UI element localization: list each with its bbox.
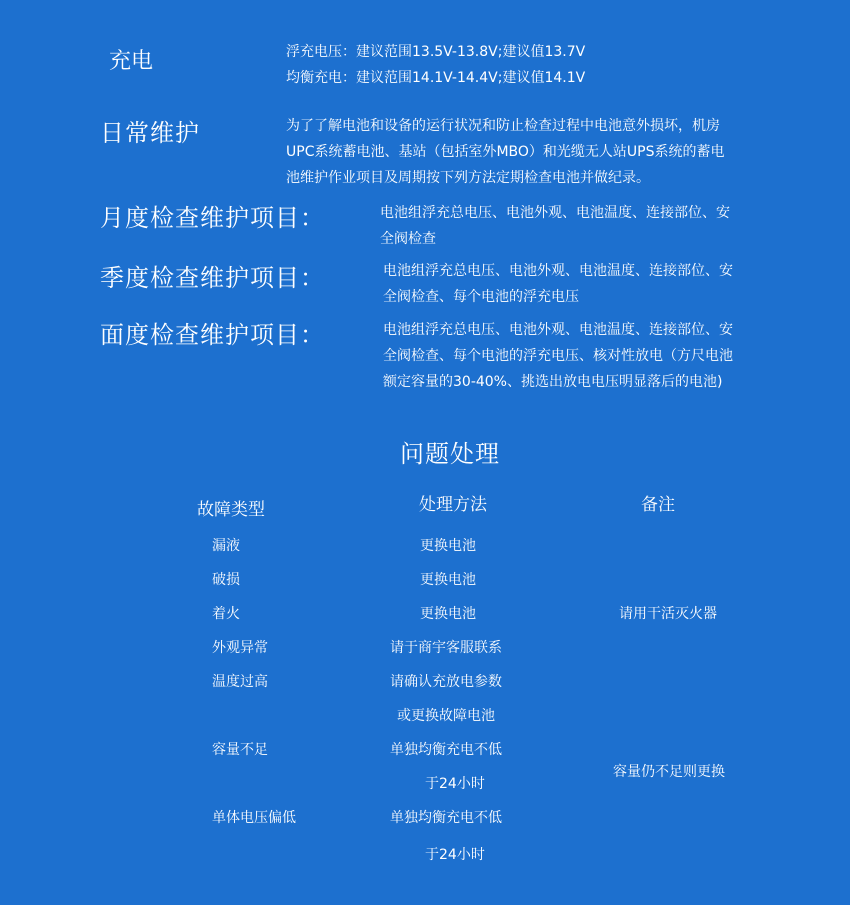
monthly-check-heading: 月度检查维护项目： (100, 204, 325, 232)
fault-type-item: 破损 (212, 572, 240, 588)
method-item: 请于商宇客服联系 (390, 640, 502, 656)
method-item: 于24小时 (425, 847, 485, 863)
fault-type-item: 着火 (212, 606, 240, 622)
note-item: 容量仍不足则更换 (613, 764, 725, 780)
problems-title: 问题处理 (400, 440, 500, 468)
fault-type-item: 温度过高 (212, 674, 268, 690)
method-item: 更换电池 (420, 538, 476, 554)
annual-check-line-3: 额定容量的30-40%、挑选出放电电压明显落后的电池) (383, 374, 723, 390)
col-header-fault-type: 故障类型 (197, 500, 265, 520)
charging-equalize-voltage: 均衡充电：建议范围14.1V-14.4V;建议值14.1V (286, 70, 586, 86)
fault-type-item: 单体电压偏低 (212, 810, 296, 826)
monthly-check-line-2: 全阀检查 (380, 231, 436, 247)
fault-type-item: 外观异常 (212, 640, 268, 656)
method-item: 单独均衡充电不低 (390, 742, 502, 758)
charging-float-voltage: 浮充电压：建议范围13.5V-13.8V;建议值13.7V (286, 44, 586, 60)
method-item: 请确认充放电参数 (390, 674, 502, 690)
annual-check-heading: 面度检查维护项目： (100, 321, 325, 349)
daily-maintenance-line-1: 为了了解电池和设备的运行状况和防止检查过程中电池意外损坏，机房 (286, 118, 720, 134)
daily-maintenance-line-3: 池维护作业项目及周期按下列方法定期检查电池并做纪录。 (286, 170, 650, 186)
method-item: 单独均衡充电不低 (390, 810, 502, 826)
daily-maintenance-line-2: UPC系统蓄电池、基站（包括室外MBO）和光缆无人站UPS系统的蓄电 (286, 144, 725, 160)
col-header-note: 备注 (641, 495, 675, 515)
method-item: 更换电池 (420, 572, 476, 588)
note-item: 请用干活灭火器 (619, 606, 717, 622)
monthly-check-line-1: 电池组浮充总电压、电池外观、电池温度、连接部位、安 (380, 205, 730, 221)
quarterly-check-line-1: 电池组浮充总电压、电池外观、电池温度、连接部位、安 (383, 263, 733, 279)
annual-check-line-1: 电池组浮充总电压、电池外观、电池温度、连接部位、安 (383, 322, 733, 338)
method-item: 更换电池 (420, 606, 476, 622)
col-header-method: 处理方法 (419, 495, 487, 515)
daily-maintenance-heading: 日常维护 (100, 119, 200, 147)
method-item: 或更换故障电池 (397, 708, 495, 724)
charging-heading: 充电 (109, 49, 154, 74)
annual-check-line-2: 全阀检查、每个电池的浮充电压、核对性放电（方尺电池 (383, 348, 733, 364)
fault-type-item: 漏液 (212, 538, 240, 554)
quarterly-check-heading: 季度检查维护项目： (100, 264, 325, 292)
method-item: 于24小时 (425, 776, 485, 792)
fault-type-item: 容量不足 (212, 742, 268, 758)
quarterly-check-line-2: 全阀检查、每个电池的浮充电压 (383, 289, 579, 305)
